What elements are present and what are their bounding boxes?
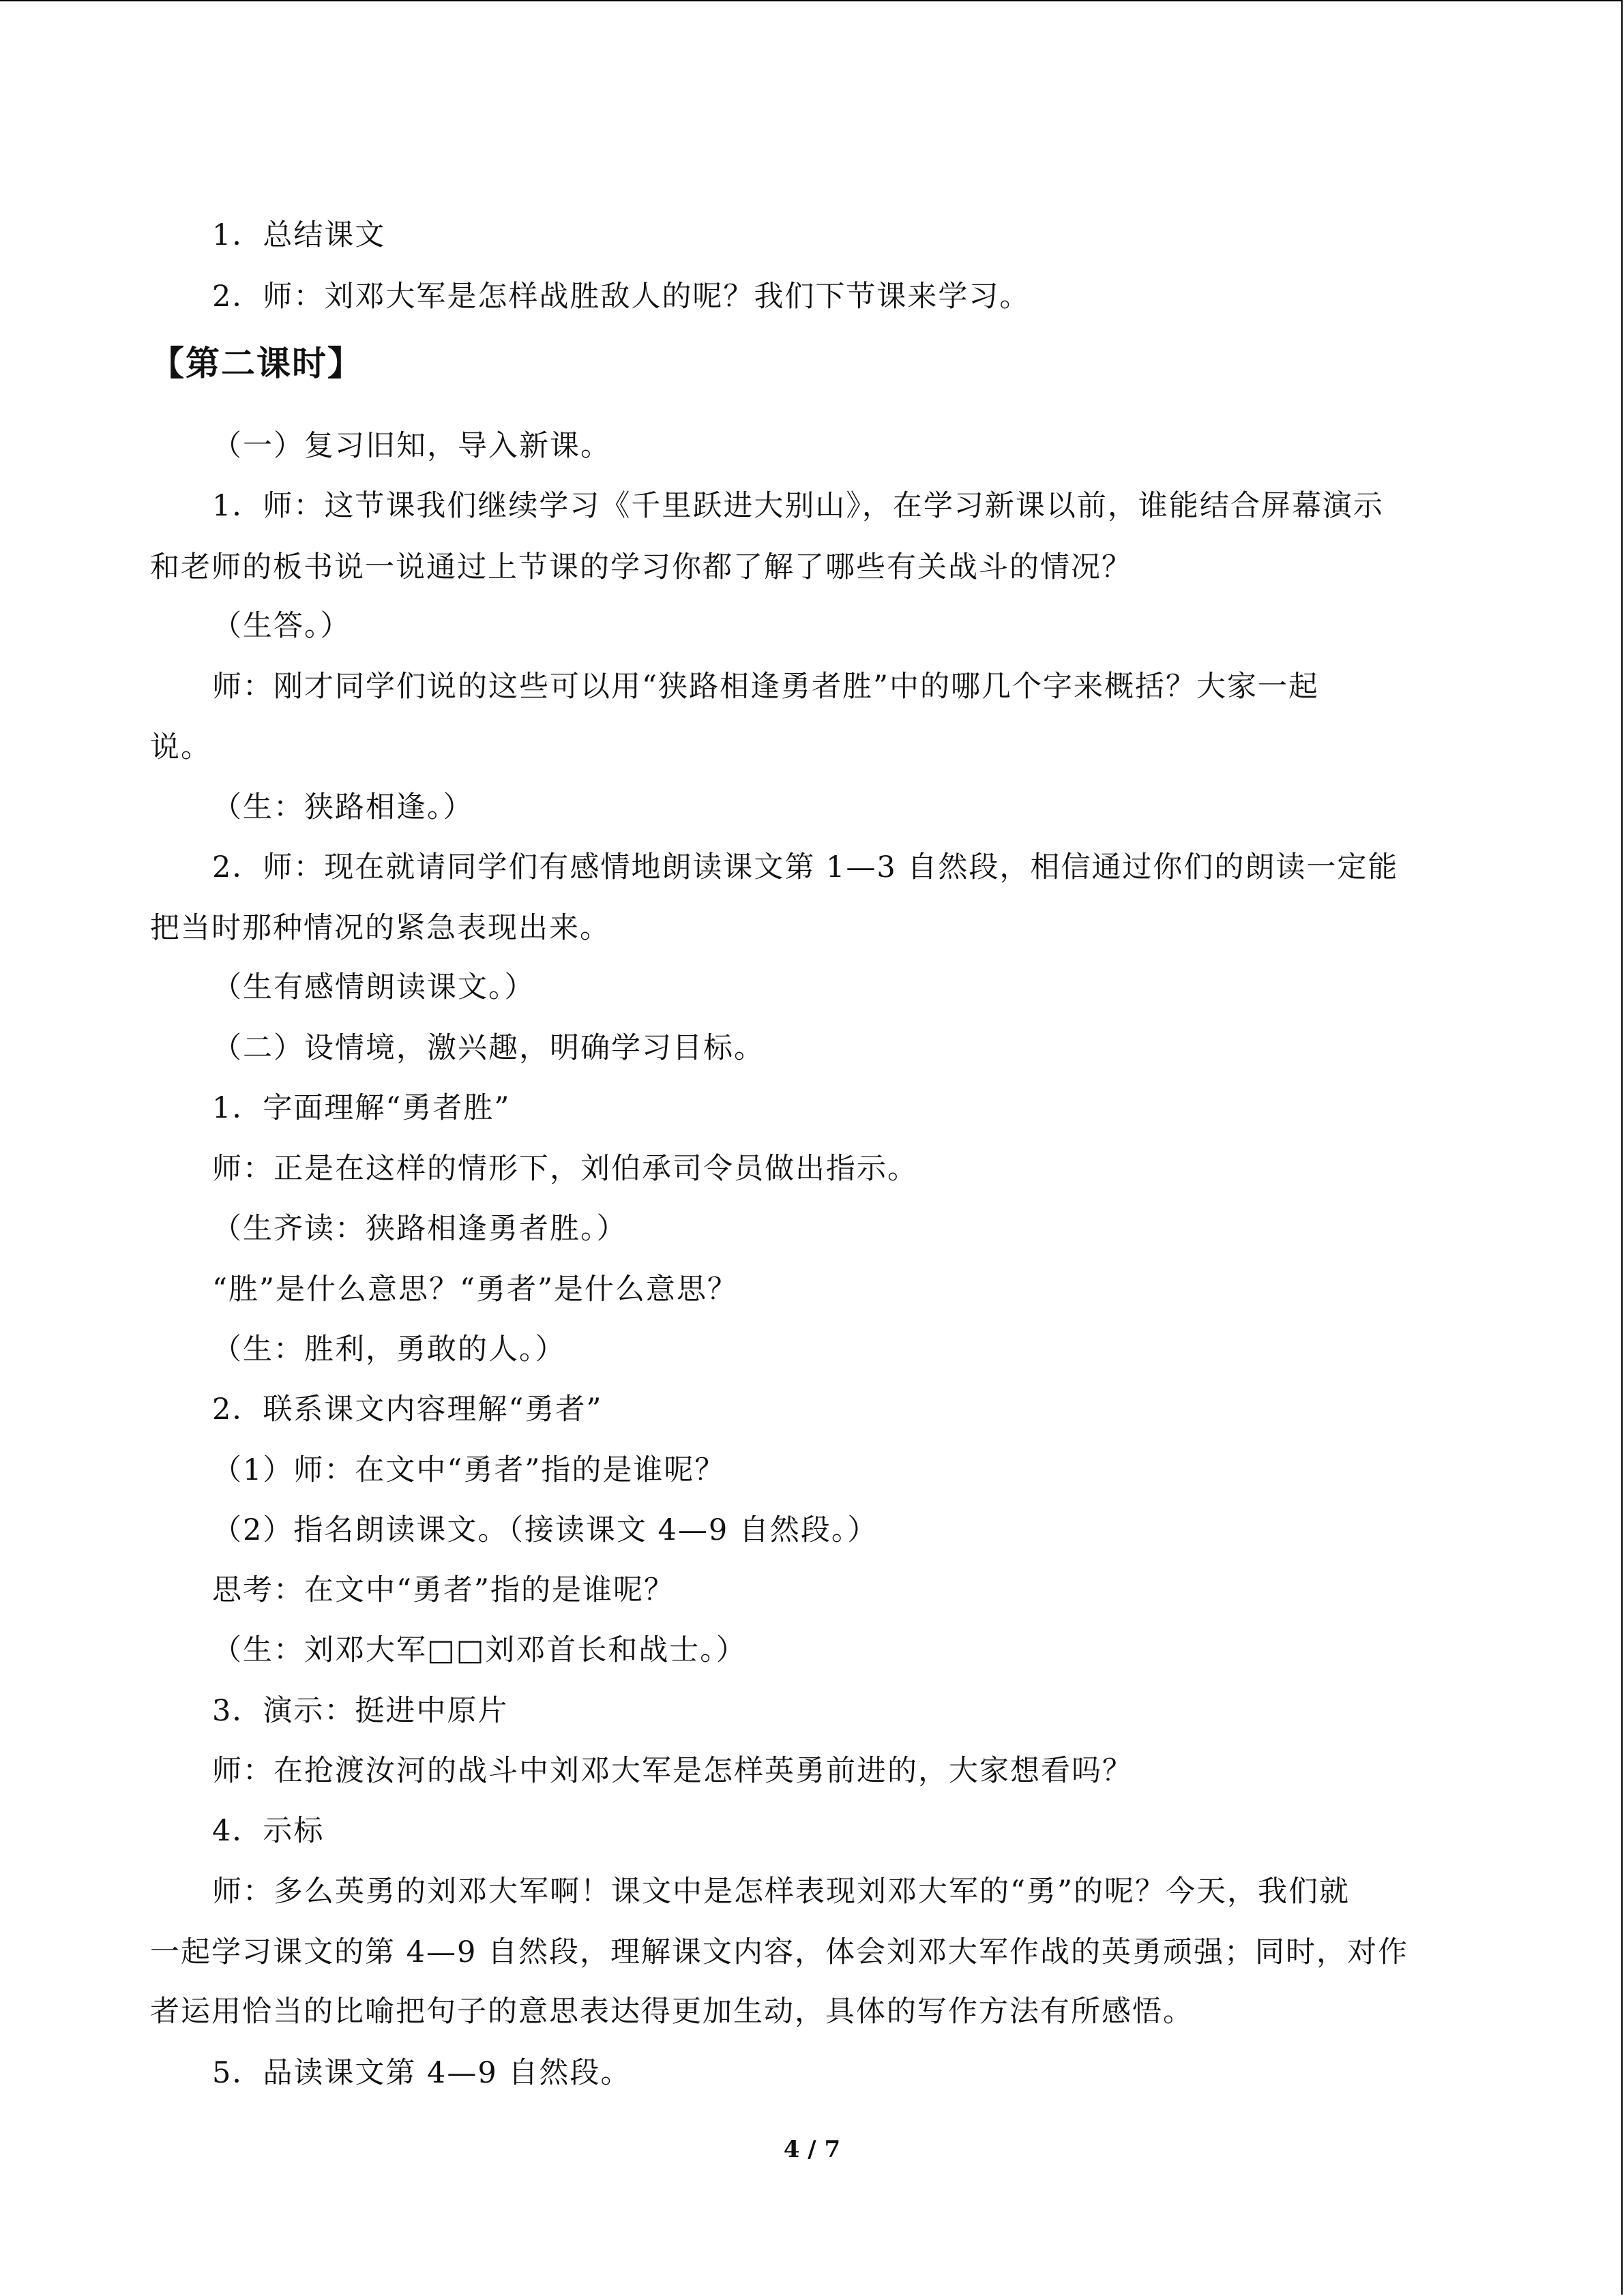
page-number: 4 / 7 (783, 2136, 841, 2163)
paragraph: “胜”是什么意思？“勇者”是什么意思？ (212, 1272, 738, 1307)
paragraph: 师：多么英勇的刘邓大军啊！课文中是怎样表现刘邓大军的“勇”的呢？今天，我们就 (212, 1875, 1350, 1909)
paragraph-continuation: 一起学习课文的第 4—9 自然段，理解课文内容，体会刘邓大军作战的英勇顽强；同时，对作 (150, 1935, 1409, 1969)
paragraph: 1．总结课文 (212, 218, 386, 252)
paragraph: （生：胜利，勇敢的人。） (212, 1332, 566, 1367)
paragraph: 1．师：这节课我们继续学习《千里跃进大别山》，在学习新课以前，谁能结合屏幕演示 (212, 489, 1384, 523)
paragraph: （生：刘邓大军□□刘邓首长和战士。） (212, 1633, 747, 1667)
paragraph: 1．字面理解“勇者胜” (212, 1091, 511, 1125)
paragraph: （生答。） (212, 609, 351, 643)
section-heading: 【第二课时】 (150, 343, 363, 383)
paragraph: 2．联系课文内容理解“勇者” (212, 1392, 603, 1427)
paragraph: 师：在抢渡汝河的战斗中刘邓大军是怎样英勇前进的，大家想看吗？ (212, 1754, 1133, 1788)
paragraph: 师：刚才同学们说的这些可以用“狭路相逢勇者胜”中的哪几个字来概括？大家一起 (212, 670, 1319, 704)
paragraph: （2）指名朗读课文。（接读课文 4—9 自然段。） (212, 1513, 879, 1547)
paragraph: 思考：在文中“勇者”指的是谁呢？ (212, 1573, 675, 1607)
paragraph-continuation: 把当时那种情况的紧急表现出来。 (150, 911, 610, 945)
paragraph: 师：正是在这样的情形下，刘伯承司令员做出指示。 (212, 1152, 918, 1186)
paragraph: （二）设情境，激兴趣，明确学习目标。 (212, 1031, 765, 1065)
paragraph: 5．品读课文第 4—9 自然段。 (212, 2056, 632, 2090)
paragraph: （生有感情朗读课文。） (212, 970, 535, 1004)
paragraph-continuation: 和老师的板书说一说通过上节课的学习你都了解了哪些有关战斗的情况？ (150, 550, 1132, 584)
paragraph: 3．演示：挺进中原片 (212, 1694, 509, 1728)
paragraph-continuation: 者运用恰当的比喻把句子的意思表达得更加生动，具体的写作方法有所感悟。 (150, 1995, 1194, 2029)
paragraph: （生：狭路相逢。） (212, 790, 474, 824)
paragraph-continuation: 说。 (150, 730, 211, 764)
paragraph: （生齐读：狭路相逢勇者胜。） (212, 1212, 628, 1246)
paragraph: （1）师：在文中“勇者”指的是谁呢？ (212, 1453, 726, 1487)
paragraph: 2．师：现在就请同学们有感情地朗读课文第 1—3 自然段，相信通过你们的朗读一定能 (212, 850, 1399, 884)
paragraph: （一）复习旧知，导入新课。 (212, 429, 611, 463)
paragraph: 4．示标 (212, 1814, 325, 1848)
paragraph: 2．师：刘邓大军是怎样战胜敌人的呢？我们下节课来学习。 (212, 280, 1031, 314)
